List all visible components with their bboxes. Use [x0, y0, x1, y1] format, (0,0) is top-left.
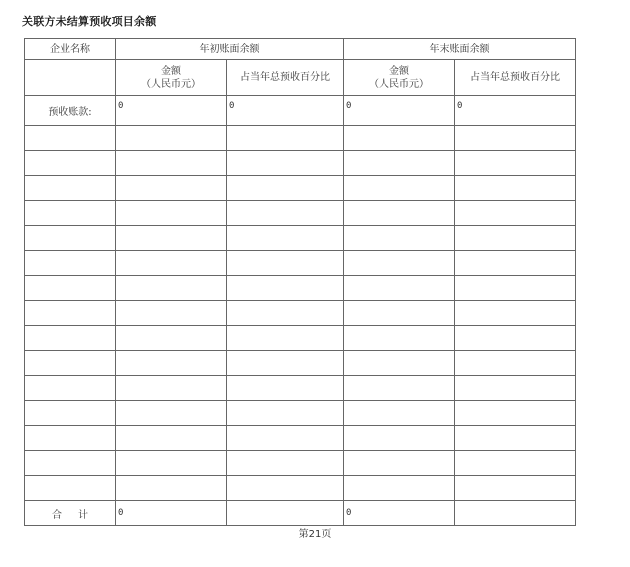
table-row — [25, 301, 576, 326]
table-row — [25, 276, 576, 301]
page-number: 第21页 — [298, 529, 332, 540]
total-end-amount: 0 — [344, 501, 455, 526]
header-blank — [25, 60, 116, 96]
header-end-percent: 占当年总预收百分比 — [455, 60, 576, 96]
amount-label: 金额 — [389, 65, 409, 77]
table-row — [25, 126, 576, 151]
total-row — [25, 501, 576, 526]
table-row — [25, 251, 576, 276]
table-row — [25, 426, 576, 451]
table-row — [25, 201, 576, 226]
header-row-2 — [25, 60, 576, 96]
table-row — [25, 226, 576, 251]
table-row — [25, 326, 576, 351]
header-end-amount — [344, 60, 455, 96]
header-end-balance: 年末账面余额 — [344, 39, 576, 60]
table-row — [25, 376, 576, 401]
table-row — [25, 476, 576, 501]
amount-label: 金额 — [161, 65, 181, 77]
total-begin-amount: 0 — [116, 501, 227, 526]
total-label: 合计 — [25, 501, 116, 526]
cell-begin-percent: 0 — [227, 96, 344, 126]
table-row — [25, 401, 576, 426]
cell-end-amount: 0 — [344, 96, 455, 126]
total-end-percent — [455, 501, 576, 526]
related-party-receipts-table — [24, 38, 576, 526]
header-company-name: 企业名称 — [25, 39, 116, 60]
table-row — [25, 151, 576, 176]
currency-label: （人民币元） — [141, 78, 201, 90]
row-label-advance-receipts: 预收账款: — [25, 96, 116, 126]
header-row-1 — [25, 39, 576, 60]
document-title: 关联方未结算预收项目余额 — [22, 15, 157, 28]
header-begin-percent: 占当年总预收百分比 — [227, 60, 344, 96]
currency-label: （人民币元） — [369, 78, 429, 90]
header-begin-amount — [116, 60, 227, 96]
total-begin-percent — [227, 501, 344, 526]
table-row — [25, 451, 576, 476]
table-row — [25, 351, 576, 376]
cell-begin-amount: 0 — [116, 96, 227, 126]
cell-end-percent: 0 — [455, 96, 576, 126]
table-row — [25, 176, 576, 201]
table-row — [25, 96, 576, 126]
header-begin-balance: 年初账面余额 — [116, 39, 344, 60]
